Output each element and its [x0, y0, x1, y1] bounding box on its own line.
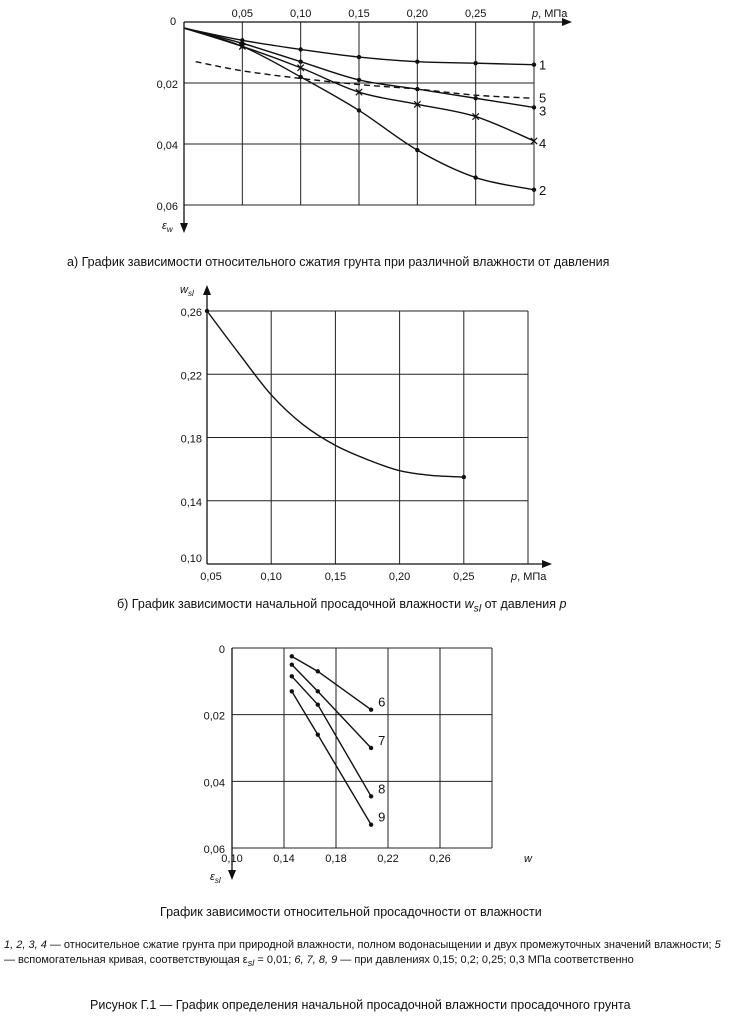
point-6	[290, 654, 294, 658]
y-axis-label: $w_{sl}$	[180, 284, 194, 298]
x-tick-label: 0,15	[324, 571, 347, 583]
caption-b: б) График зависимости начальной просадочной влажности $w_{sl}$ от давления p	[117, 597, 567, 615]
y-axis-arrow	[228, 870, 236, 880]
y-tick-label: 0,02	[203, 710, 225, 723]
point-9	[290, 689, 294, 693]
series-label-8: 8	[378, 781, 386, 797]
x-tick-label: 0,25	[464, 8, 487, 20]
point-8	[369, 794, 373, 798]
x-tick-label: 0,15	[348, 8, 370, 20]
y-tick-label: 0,02	[156, 79, 178, 91]
point-end	[462, 475, 466, 479]
x-tick-label: 0,10	[260, 571, 282, 583]
series-label-7: 7	[378, 733, 386, 748]
series-label-1: 1	[539, 57, 547, 73]
x-tick-label: 0,05	[200, 571, 222, 583]
point-3	[357, 78, 361, 82]
x-tick-label: 0,14	[273, 853, 295, 865]
caption-a: а) График зависимости относительного сжатия грунта при различной влажности от давления	[67, 255, 610, 269]
y-tick-label: 0,06	[203, 844, 225, 856]
chart-a-compression	[157, 8, 572, 234]
x-tick-label: 0,26	[429, 853, 451, 865]
series-label-6: 6	[378, 694, 386, 710]
point-2	[532, 188, 536, 192]
x-axis-label: w	[524, 853, 532, 865]
y-tick-label: 0,04	[156, 140, 178, 152]
y-axis-label: $\varepsilon_{sl}$	[210, 871, 221, 885]
x-tick-label: 0,25	[453, 571, 475, 583]
caption-c: График зависимости относительной просадочности от влажности	[160, 905, 542, 919]
x-axis-label: p, МПа	[532, 8, 568, 20]
series-label-2: 2	[539, 182, 547, 198]
series-line-7	[292, 665, 371, 748]
series-label-5: 5	[539, 90, 547, 106]
x-axis-arrow	[542, 560, 552, 568]
point-7	[316, 689, 320, 693]
point-8	[316, 702, 320, 706]
point-2	[415, 148, 419, 152]
x-tick-label: 0,05	[231, 8, 254, 20]
point-1	[415, 59, 419, 63]
chart-c-subsidence	[204, 644, 533, 885]
point-1	[532, 62, 536, 66]
point-3	[473, 96, 477, 100]
series-line-6	[292, 656, 371, 709]
point-2	[473, 175, 477, 179]
origin-label: 0	[169, 16, 177, 28]
series-label-4: 4	[539, 135, 547, 151]
y-tick-label: 0,26	[180, 307, 202, 319]
point-3	[298, 59, 302, 63]
point-2	[357, 108, 361, 112]
chart-b-initial-moisture	[180, 284, 552, 583]
series-line-9	[292, 691, 371, 824]
y-axis-arrow	[203, 285, 211, 295]
point-3	[532, 105, 536, 109]
point-start	[205, 309, 209, 313]
x-tick-label: 0,20	[406, 8, 429, 20]
x-tick-label: 0,10	[289, 8, 312, 20]
series-label-3: 3	[539, 103, 547, 119]
x-tick-label: 0,18	[325, 853, 347, 865]
y-tick-label: 0,18	[180, 433, 202, 446]
y-tick-label: 0,06	[156, 201, 178, 213]
point-7	[290, 662, 294, 666]
point-7	[369, 746, 373, 750]
figure-title: Рисунок Г.1 — График определения начальной просадочной влажности просадочного грунта	[90, 998, 631, 1012]
point-8	[290, 674, 294, 678]
point-6	[369, 707, 373, 711]
y-tick-label: 0	[218, 644, 225, 656]
x-tick-label: 0,22	[377, 853, 399, 865]
point-6	[316, 669, 320, 673]
y-axis-arrow	[180, 223, 188, 233]
point-9	[369, 822, 373, 826]
point-1	[298, 47, 302, 51]
series-line-5	[196, 62, 534, 99]
y-axis-label: $\varepsilon_w$	[162, 220, 173, 234]
x-axis-label: p, МПа	[511, 571, 547, 583]
y-tick-label: 0,22	[180, 370, 202, 383]
y-tick-label: 0,14	[180, 496, 202, 509]
point-1	[357, 55, 361, 59]
series-label-9: 9	[378, 809, 386, 825]
x-tick-label: 0,20	[388, 571, 411, 583]
point-1	[473, 61, 477, 65]
x-tick-label: 0,10	[221, 853, 243, 865]
legend-note: 1, 2, 3, 4 — относительное сжатие грунта при природной влажности, полном водонасыщении и двух промежуточных значений влажности; 5 — вспомогательная кривая, соответствующая $\varepsilon_{sl} = 0,01$; 6, 7, 8, 9 — при давлениях 0,15; 0,2; 0,25; 0,3 МПа соответственно	[4, 939, 721, 969]
y-tick-label: 0,10	[180, 553, 202, 565]
y-tick-label: 0,04	[203, 777, 225, 790]
point-9	[316, 732, 320, 736]
